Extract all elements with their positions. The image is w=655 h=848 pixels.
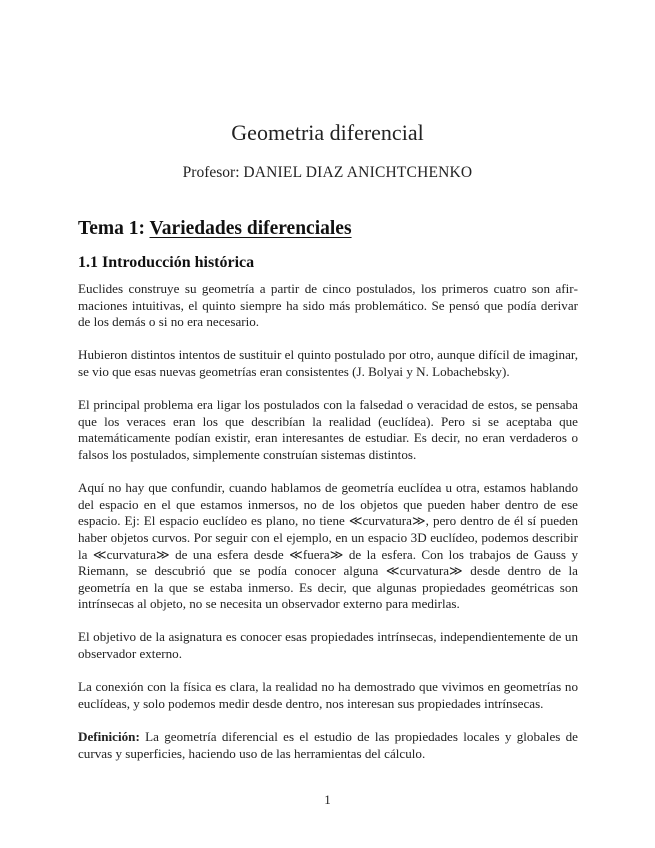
chapter-heading: [78, 218, 352, 240]
section-heading: 1.1 Introducción histórica: [78, 254, 255, 271]
paragraph: Aquí no hay que confundir, cuando hablamos de geometría euclídea u otra, estamos hablando del espacio en el que estamos inmersos, no de los objetos que pueden haber dentro de ese espacio. Ej: El espacio euclídeo es plano, no tiene ≪curvatura≫, pero dentro de él sí pueden haber objetos curvos. Por seguir con el ejemplo, en un espacio 3D euclídeo, podemos describir la ≪curvatura≫ de una esfera desde ≪fuera≫ de la esfera. Con los trabajos de Gauss y Riemann, se descubrió que se podía conocer alguna ≪curvatura≫ desde dentro de la geometría en la que se estaba inmerso. Es decir, que algunas propiedades geométricas son intrínsecas al objeto, no se necesita un observador externo para medirlas.: [78, 480, 578, 612]
definition-paragraph: [78, 729, 578, 762]
definition-text: La geometría diferencial es el estudio de las propiedades locales y globales de curvas y superficies, haciendo uso de las herramientas del cálculo.: [78, 729, 578, 761]
chapter-title: Variedades diferenciales: [149, 218, 352, 239]
paragraph: La conexión con la física es clara, la realidad no ha demostrado que vivimos en geometrías no euclídeas, y solo podemos medir desde dentro, nos interesan sus propiedades intrínsecas.: [78, 679, 578, 711]
document-title: Geometria diferencial: [231, 120, 424, 145]
paragraph: El principal problema era ligar los postulados con la falsedad o veracidad de estos, se pensaba que los veraces eran los que describían la realidad (euclídea). Pero si se aceptaba que matemáticamente podían existir, eran interesantes de estudiar. Es decir, no eran verdaderos o falsos los postulados, simplemente construían sistemas distintos.: [78, 397, 578, 462]
paragraph: El objetivo de la asignatura es conocer esas propiedades intrínsecas, independientemente de un observador externo.: [78, 629, 578, 662]
professor-line: [0, 164, 655, 182]
definition-label: Definición:: [78, 729, 140, 745]
body-text: [78, 281, 578, 779]
professor-label: Profesor:: [182, 164, 240, 181]
page-number: 1: [324, 792, 331, 807]
professor-name: DANIEL DIAZ ANICHTCHENKO: [243, 164, 473, 181]
chapter-prefix: Tema 1:: [78, 218, 145, 239]
paragraph: Euclides construye su geometría a partir de cinco postulados, los primeros cuatro son afirmaciones intuitivas, el quinto siempre ha sido más problemático. Se pensó que podía derivar de los demás o si no era necesario.: [78, 281, 578, 330]
paragraph: Hubieron distintos intentos de sustituir el quinto postulado por otro, aunque difícil de imaginar, se vio que esas nuevas geometrías eran consistentes (J. Bolyai y N. Lobachebsky).: [78, 347, 578, 379]
